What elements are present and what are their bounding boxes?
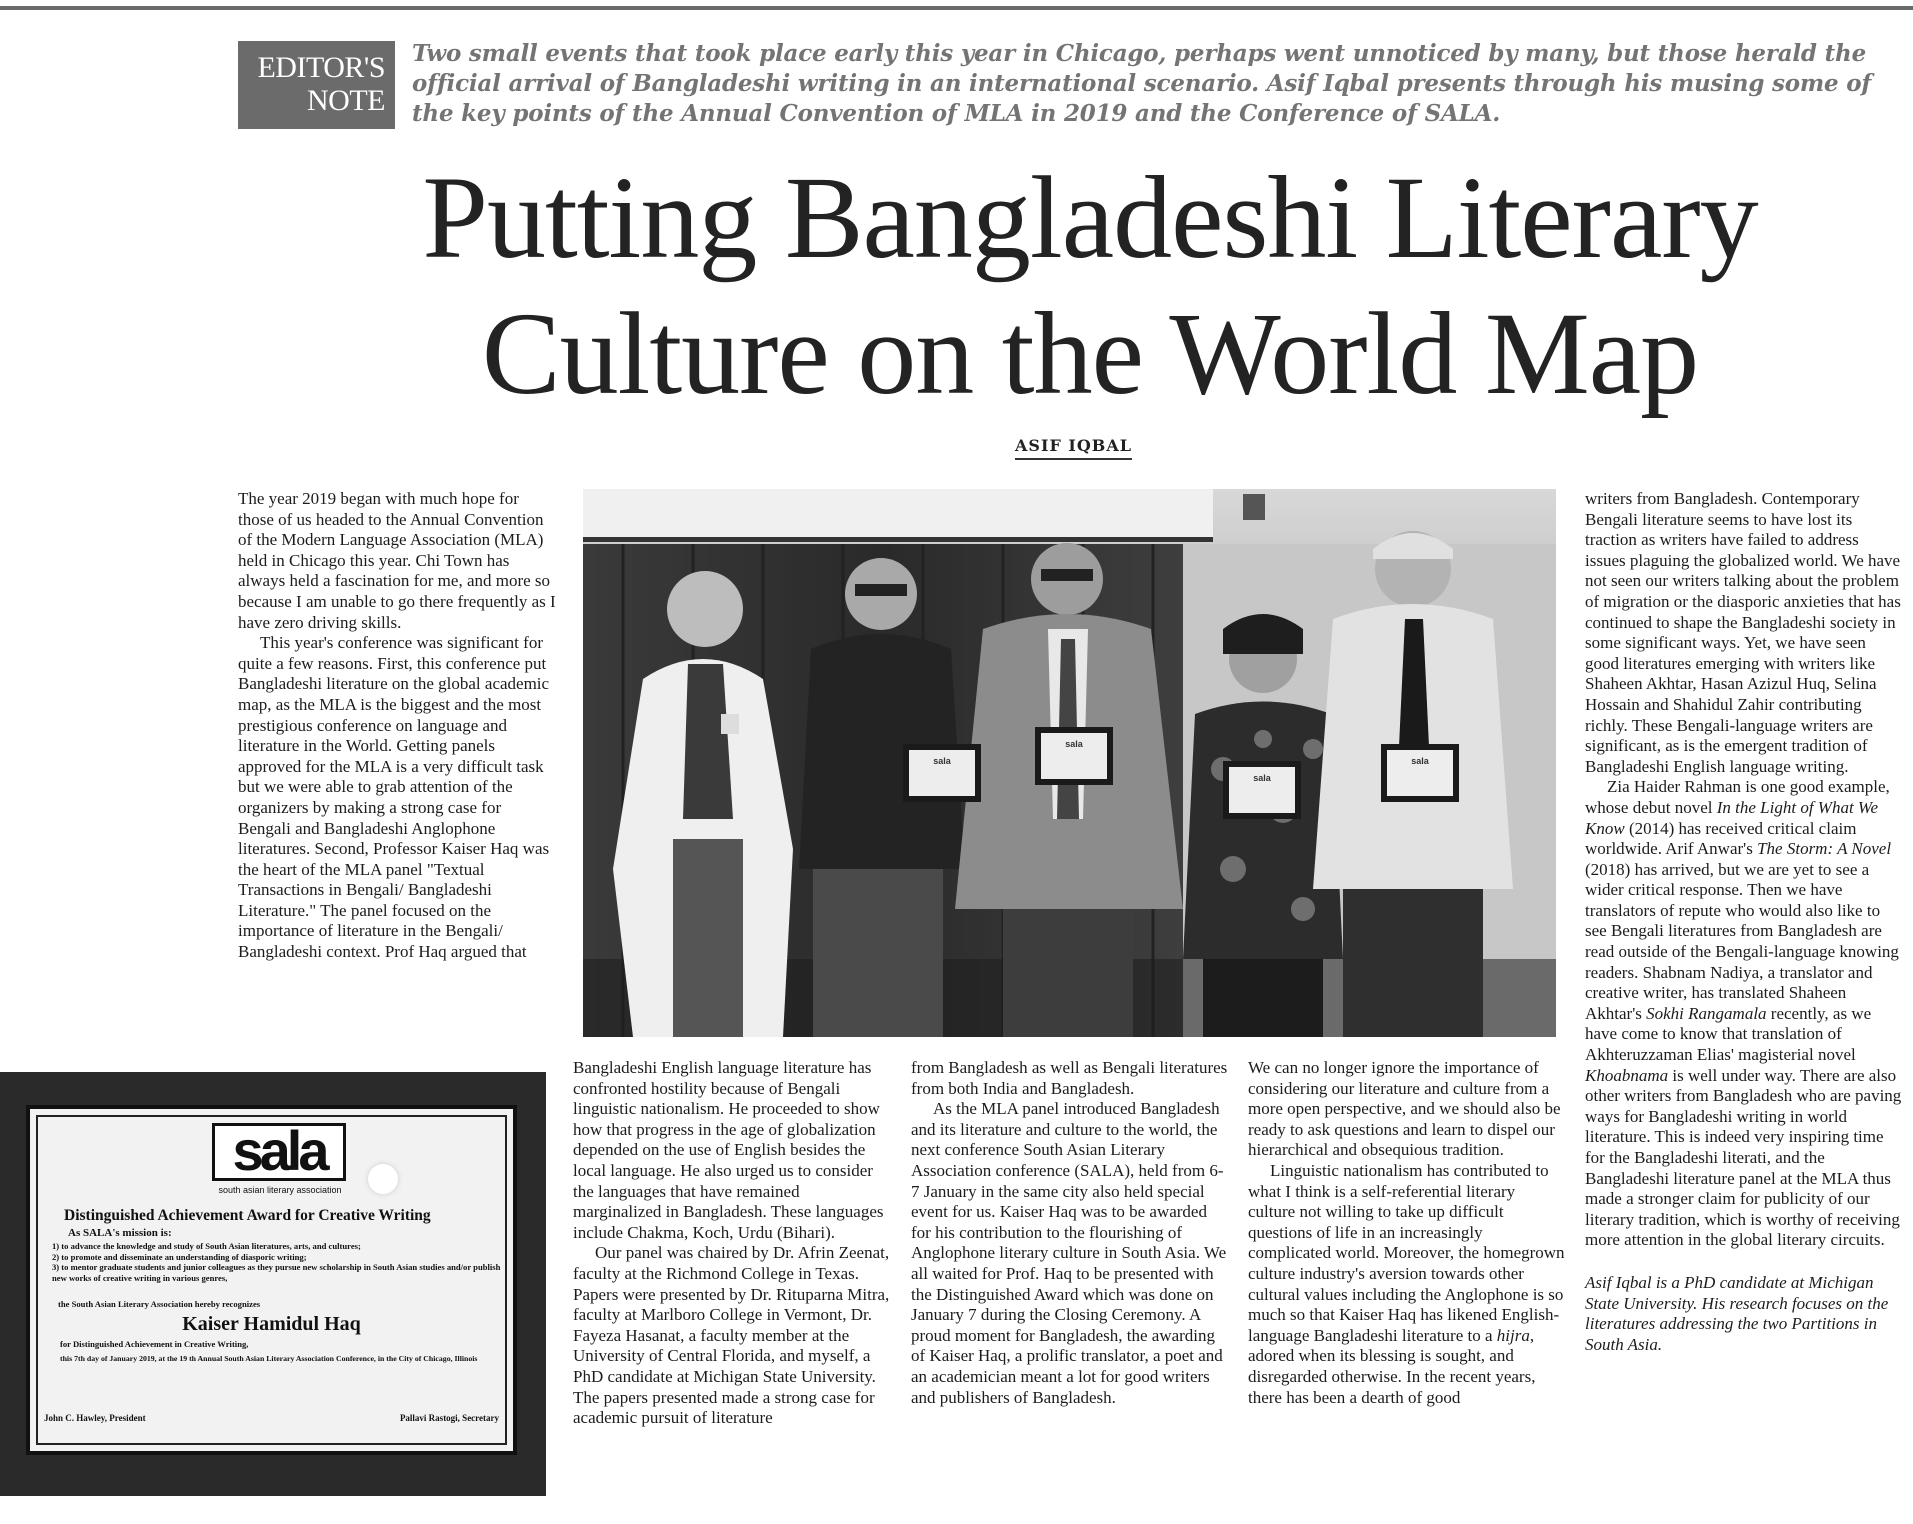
plaque-logo-4: sala — [1411, 756, 1429, 766]
plaque-logo-3: sala — [1253, 773, 1271, 783]
plaque-mission-item: 2) to promote and disseminate an understanding of diasporic writing; — [52, 1251, 307, 1262]
editors-note-label-line1: EDITOR'S — [257, 51, 385, 84]
sala-logo: sala — [212, 1123, 346, 1181]
byline: ASIF IQBAL — [1015, 436, 1132, 460]
editors-note-label-line2: NOTE — [307, 84, 385, 117]
paragraph: We can no longer ignore the importance of considering our literature and culture from a more open perspective, and we should also be ready to ask questions and learn to dispel our hierarchical and obsequious tradition. — [1248, 1058, 1561, 1160]
paragraph: As the MLA panel introduced Bangladesh and its literature and culture to the world, the next conference South Asian Literary Association conference (SALA), held from 6-7 January in the same city also held special event for us. Kaiser Haq was to be awarded for his contribution to the flourishing of Anglophone literary culture in South Asia. We all waited for Prof. Haq to be presented with the Distinguished Award which was done on January 7 during the Closing Ceremony. A proud moment for Bangladesh, the awarding of Kaiser Haq, a prolific translator, a poet and an academician meant a lot for good writers and publishers of Bangladesh. — [911, 1099, 1227, 1407]
plaque-mission-item: 1) to advance the knowledge and study of South Asian literatures, arts, and cultures; — [52, 1241, 361, 1251]
headline-line1: Putting Bangladeshi Literary — [422, 152, 1758, 283]
article-column-3 — [911, 1058, 1229, 1408]
plaque-secretary: Pallavi Rastogi, Secretary — [399, 1413, 499, 1423]
top-rule — [0, 6, 1913, 10]
paragraph: from Bangladesh as well as Bengali literatures from both India and Bangladesh. — [911, 1058, 1228, 1098]
plaque-president: John C. Hawley, President — [44, 1413, 146, 1423]
award-plaque-photo — [0, 1072, 546, 1496]
plaque-logo-1: sala — [933, 756, 951, 766]
plaque-logo-2: sala — [1065, 739, 1083, 749]
paragraph: This year's conference was significant for quite a few reasons. First, this conference put Bangladeshi literature on the global academic map, as the MLA is the biggest and the most prestigious conference on language and literature in the World. Getting panels approved for the MLA is a very difficult task but we were able to grab attention of the organizers by making a strong case for Bengali and Bangladeshi Anglophone literatures. Second, Professor Kaiser Haq was the heart of the MLA panel "Textual Transactions in Bengali/ Bangladeshi Literature." The panel focused on the importance of literature in the Bengali/ Bangladeshi context. Prof Haq argued that — [238, 633, 550, 962]
paragraph: The year 2019 began with much hope for those of us headed to the Annual Convention of the Modern Language Association (MLA) held in Chicago this year. Chi Town has always held a fascination for me, and more so because I am unable to go there frequently as I have zero driving skills. — [238, 489, 556, 632]
plaque-mission-items — [52, 1241, 502, 1283]
editors-note-label — [238, 41, 395, 129]
award-plaque — [26, 1105, 517, 1455]
plaque-recognizes: the South Asian Literary Association hereby recognizes — [58, 1299, 261, 1309]
article-column-2 — [573, 1058, 891, 1429]
article-column-4 — [1248, 1058, 1566, 1408]
paragraph: Our panel was chaired by Dr. Afrin Zeenat, faculty at the Richmond College in Texas. Papers were presented by Dr. Rituparna Mitra, faculty at Marlboro College in Vermont, Dr. Fayeza Hasanat, a faculty member at the University of Central Florida, and myself, a PhD candidate at Michigan State University. The papers presented made a strong case for academic pursuit of literature — [573, 1243, 890, 1428]
headline-line2: Culture on the World Map — [481, 288, 1699, 419]
paragraph: Bangladeshi English language literature has confronted hostility because of Bengali linguistic nationalism. He proceeded to show how that progress in the age of globalization depended on the use of English besides the local language. He also urged us to consider the languages that have remained marginalized in Bangladesh. These languages include Chakma, Koch, Urdu (Bihari). — [573, 1058, 884, 1242]
sala-logo-subtitle: south asian literary association — [218, 1185, 342, 1195]
editors-note-text: Two small events that took place early this year in Chicago, perhaps went unnoticed by many, but those herald the official arrival of Bangladeshi writing in an international scenario. Asif Iqbal presents through his musing some of the key points of the Annual Convention of MLA in 2019 and the Conference of SALA. — [412, 40, 1872, 127]
author-bio: Asif Iqbal is a PhD candidate at Michigan State University. His research focuses on the literatures addressing the two Partitions in South Asia. — [1585, 1272, 1889, 1354]
plaque-mission-heading: As SALA's mission is: — [68, 1227, 172, 1239]
group-photo-image — [583, 489, 1556, 1037]
glare-spot — [368, 1164, 398, 1194]
plaque-recipient-name: Kaiser Hamidul Haq — [182, 1313, 361, 1335]
plaque-for: for Distinguished Achievement in Creative Writing, — [60, 1339, 249, 1349]
article-column-1 — [238, 489, 556, 963]
plaque-mission-item: 3) to mentor graduate students and junior colleagues as they pursue new scholarship in South Asian studies and/or publish new works of creative writing in various genres, — [52, 1262, 501, 1283]
plaque-date: this 7th day of January 2019, at the 19 th Annual South Asian Literary Association Conference, in the City of Chicago, Illinois — [60, 1354, 478, 1363]
paragraph: Zia Haider Rahman is one good example, whose debut novel In the Light of What We Know (2014) has received critical claim worldwide. Arif Anwar's The Storm: A Novel (2018) has arrived, but we are yet to see a wider critical response. Then we have translators of repute who would also like to see Bengali literatures from Bangladesh are read outside of the Bengali-language knowing readers. Shabnam Nadiya, a translator and creative writer, has translated Shaheen Akhtar's Sokhi Rangamala recently, as we have come to know that translation of Akhteruzzaman Elias' magisterial novel Khoabnama is well under way. There are also other writers from Bangladesh who are paving ways for Bangladeshi writing in world literature. This is indeed very inspiring time for the Bangladeshi literati, and the Bangladeshi literature panel at the MLA thus made a stronger claim for publicity of our literary tradition, which is worthy of receiving more attention in the global literary circuits. — [1585, 777, 1902, 1250]
paragraph: writers from Bangladesh. Contemporary Bengali literature seems to have lost its traction as writers have failed to address issues plaguing the globalized world. We have not seen our writers talking about the problem of migration or the diasporic anxieties that has continued to shape the Bangladeshi society in some significant ways. Yet, we have seen good literatures emerging with writers like Shaheen Akhtar, Hasan Azizul Huq, Selina Hossain and Shahidul Zahir contributing richly. These Bengali-language writers are significant, as is the emergent tradition of Bangladeshi English language writing. — [1585, 489, 1901, 776]
headline — [250, 150, 1913, 422]
group-photo — [583, 489, 1556, 1037]
article-column-5 — [1585, 489, 1903, 1355]
paragraph: Linguistic nationalism has contributed to what I think is a self-referential literary culture not willing to take up difficult questions of life in an increasingly complicated world. Moreover, the homegrown culture industry's aversion towards other cultural values including the Anglophone is so much so that Kaiser Haq has likened English-language Bangladeshi literature to a hijra, adored when its blessing is sought, and disregarded otherwise. In the recent years, there has been a dearth of good — [1248, 1160, 1565, 1407]
plaque-award-title: Distinguished Achievement Award for Creative Writing — [64, 1207, 431, 1224]
